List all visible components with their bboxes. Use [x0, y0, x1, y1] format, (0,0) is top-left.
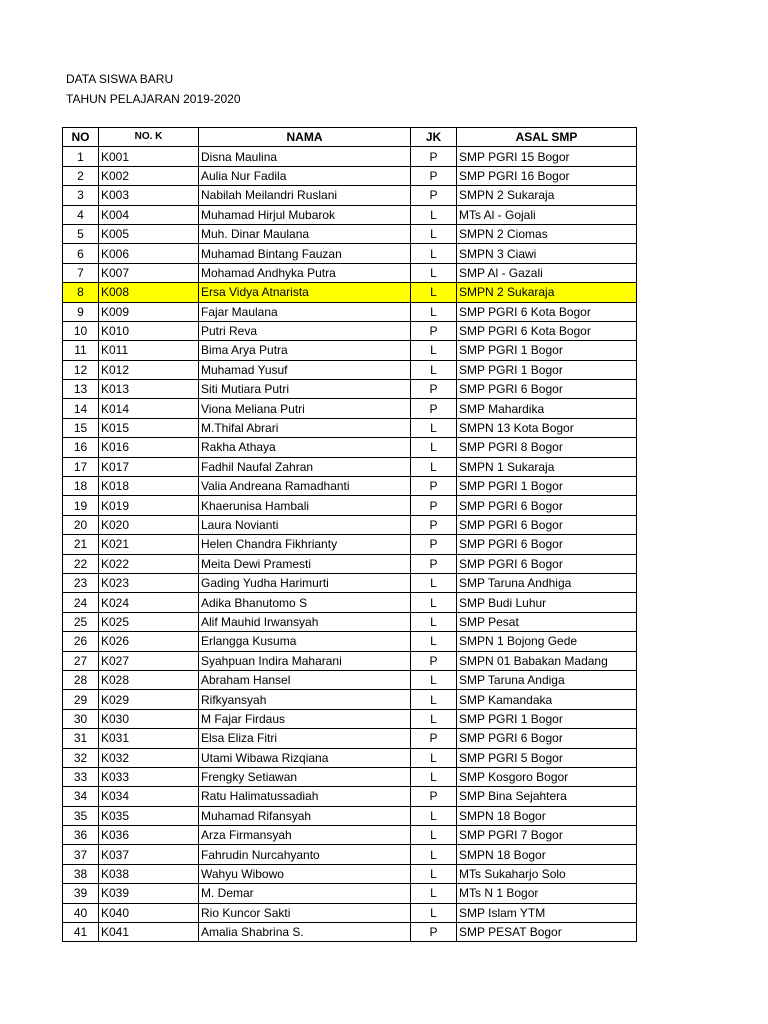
- table-row: [63, 670, 637, 689]
- cell-no-k: K011: [99, 341, 199, 360]
- cell-no-k: K001: [99, 147, 199, 166]
- cell-no-k: K023: [99, 573, 199, 592]
- cell-no: 9: [63, 302, 99, 321]
- cell-jk: L: [411, 573, 457, 592]
- cell-nama: Gading Yudha Harimurti: [199, 573, 411, 592]
- table-row: [63, 321, 637, 340]
- document-title: DATA SISWA BARU: [66, 72, 174, 86]
- cell-no: 20: [63, 515, 99, 534]
- cell-no: 16: [63, 438, 99, 457]
- table-row: [63, 709, 637, 728]
- cell-nama: Siti Mutiara Putri: [199, 380, 411, 399]
- cell-no-k: K002: [99, 166, 199, 185]
- cell-no-k: K020: [99, 515, 199, 534]
- cell-nama: Meita Dewi Pramesti: [199, 554, 411, 573]
- cell-no: 15: [63, 418, 99, 437]
- cell-no-k: K014: [99, 399, 199, 418]
- cell-nama: Mohamad Andhyka Putra: [199, 263, 411, 282]
- cell-nama: Arza Firmansyah: [199, 826, 411, 845]
- cell-jk: L: [411, 593, 457, 612]
- cell-no-k: K025: [99, 612, 199, 631]
- cell-no-k: K041: [99, 923, 199, 942]
- cell-no-k: K039: [99, 884, 199, 903]
- cell-nama: Wahyu Wibowo: [199, 864, 411, 883]
- table-row: [63, 903, 637, 922]
- cell-asal-smp: SMP Taruna Andhiga: [457, 573, 637, 592]
- cell-no: 31: [63, 729, 99, 748]
- cell-jk: P: [411, 496, 457, 515]
- cell-asal-smp: SMP PGRI 1 Bogor: [457, 360, 637, 379]
- cell-no: 19: [63, 496, 99, 515]
- cell-nama: Erlangga Kusuma: [199, 632, 411, 651]
- table-row: [63, 224, 637, 243]
- cell-asal-smp: SMP Islam YTM: [457, 903, 637, 922]
- cell-no: 39: [63, 884, 99, 903]
- cell-no-k: K036: [99, 826, 199, 845]
- cell-asal-smp: SMP PGRI 5 Bogor: [457, 748, 637, 767]
- table-row: [63, 166, 637, 185]
- cell-asal-smp: SMP Taruna Andiga: [457, 670, 637, 689]
- cell-asal-smp: SMPN 1 Bojong Gede: [457, 632, 637, 651]
- cell-no-k: K005: [99, 224, 199, 243]
- cell-nama: Disna Maulina: [199, 147, 411, 166]
- cell-nama: Aulia Nur Fadila: [199, 166, 411, 185]
- cell-nama: M Fajar Firdaus: [199, 709, 411, 728]
- cell-no: 6: [63, 244, 99, 263]
- cell-no: 27: [63, 651, 99, 670]
- cell-jk: L: [411, 438, 457, 457]
- cell-no: 3: [63, 186, 99, 205]
- cell-no: 29: [63, 690, 99, 709]
- cell-no-k: K021: [99, 535, 199, 554]
- cell-asal-smp: SMP PGRI 1 Bogor: [457, 709, 637, 728]
- table-row: [63, 632, 637, 651]
- cell-jk: L: [411, 224, 457, 243]
- cell-nama: Bima Arya Putra: [199, 341, 411, 360]
- cell-no-k: K026: [99, 632, 199, 651]
- cell-no: 18: [63, 477, 99, 496]
- cell-no-k: K013: [99, 380, 199, 399]
- cell-asal-smp: SMP Bina Sejahtera: [457, 787, 637, 806]
- cell-no: 4: [63, 205, 99, 224]
- cell-nama: Muhamad Bintang Fauzan: [199, 244, 411, 263]
- student-table: [62, 127, 637, 942]
- cell-jk: L: [411, 360, 457, 379]
- cell-no-k: K003: [99, 186, 199, 205]
- cell-nama: Muh. Dinar Maulana: [199, 224, 411, 243]
- cell-nama: M. Demar: [199, 884, 411, 903]
- table-body: [63, 147, 637, 942]
- cell-no-k: K028: [99, 670, 199, 689]
- table-row: [63, 729, 637, 748]
- cell-nama: Fahrudin Nurcahyanto: [199, 845, 411, 864]
- cell-nama: Alif Mauhid Irwansyah: [199, 612, 411, 631]
- cell-nama: Putri Reva: [199, 321, 411, 340]
- header-nama: NAMA: [199, 128, 411, 147]
- cell-asal-smp: SMPN 3 Ciawi: [457, 244, 637, 263]
- table-row: [63, 360, 637, 379]
- cell-no-k: K004: [99, 205, 199, 224]
- cell-asal-smp: SMPN 2 Sukaraja: [457, 283, 637, 302]
- table-row: [63, 147, 637, 166]
- cell-jk: L: [411, 302, 457, 321]
- cell-asal-smp: SMP PGRI 16 Bogor: [457, 166, 637, 185]
- cell-no: 14: [63, 399, 99, 418]
- cell-nama: Helen Chandra Fikhrianty: [199, 535, 411, 554]
- cell-no: 12: [63, 360, 99, 379]
- header-no: NO: [63, 128, 99, 147]
- cell-no-k: K031: [99, 729, 199, 748]
- cell-nama: Abraham Hansel: [199, 670, 411, 689]
- table-row: [63, 690, 637, 709]
- cell-asal-smp: SMP PGRI 1 Bogor: [457, 477, 637, 496]
- cell-asal-smp: SMP PGRI 8 Bogor: [457, 438, 637, 457]
- cell-no: 36: [63, 826, 99, 845]
- cell-jk: P: [411, 515, 457, 534]
- cell-nama: Ratu Halimatussadiah: [199, 787, 411, 806]
- cell-nama: Fadhil Naufal Zahran: [199, 457, 411, 476]
- table-row: [63, 748, 637, 767]
- cell-nama: Muhamad Yusuf: [199, 360, 411, 379]
- cell-no-k: K027: [99, 651, 199, 670]
- cell-asal-smp: SMPN 18 Bogor: [457, 806, 637, 825]
- table-row: [63, 418, 637, 437]
- cell-jk: L: [411, 767, 457, 786]
- cell-asal-smp: SMP Kamandaka: [457, 690, 637, 709]
- cell-no-k: K034: [99, 787, 199, 806]
- cell-asal-smp: SMP PGRI 15 Bogor: [457, 147, 637, 166]
- cell-nama: Utami Wibawa Rizqiana: [199, 748, 411, 767]
- cell-asal-smp: SMP PGRI 6 Bogor: [457, 380, 637, 399]
- cell-jk: P: [411, 380, 457, 399]
- cell-no: 2: [63, 166, 99, 185]
- cell-asal-smp: SMPN 2 Sukaraja: [457, 186, 637, 205]
- cell-no: 23: [63, 573, 99, 592]
- cell-no: 38: [63, 864, 99, 883]
- cell-no: 37: [63, 845, 99, 864]
- cell-no: 33: [63, 767, 99, 786]
- cell-no: 1: [63, 147, 99, 166]
- cell-nama: Ersa Vidya Atnarista: [199, 283, 411, 302]
- table-row: [63, 438, 637, 457]
- cell-no: 41: [63, 923, 99, 942]
- cell-jk: P: [411, 923, 457, 942]
- table-row: [63, 884, 637, 903]
- header-jk: JK: [411, 128, 457, 147]
- table-row: [63, 283, 637, 302]
- table-row: [63, 186, 637, 205]
- cell-jk: L: [411, 845, 457, 864]
- cell-asal-smp: SMP Al - Gazali: [457, 263, 637, 282]
- cell-jk: L: [411, 283, 457, 302]
- table-row: [63, 593, 637, 612]
- cell-no-k: K040: [99, 903, 199, 922]
- cell-no: 10: [63, 321, 99, 340]
- cell-nama: Fajar Maulana: [199, 302, 411, 321]
- table-row: [63, 767, 637, 786]
- cell-nama: Frengky Setiawan: [199, 767, 411, 786]
- cell-nama: Viona Meliana Putri: [199, 399, 411, 418]
- cell-jk: L: [411, 903, 457, 922]
- cell-jk: L: [411, 690, 457, 709]
- cell-asal-smp: SMP PGRI 6 Bogor: [457, 515, 637, 534]
- cell-nama: Rakha Athaya: [199, 438, 411, 457]
- table-row: [63, 787, 637, 806]
- cell-asal-smp: SMPN 1 Sukaraja: [457, 457, 637, 476]
- cell-no: 26: [63, 632, 99, 651]
- table-row: [63, 477, 637, 496]
- cell-no-k: K017: [99, 457, 199, 476]
- cell-asal-smp: MTs Sukaharjo Solo: [457, 864, 637, 883]
- cell-no-k: K024: [99, 593, 199, 612]
- table-row: [63, 651, 637, 670]
- table-row: [63, 341, 637, 360]
- table-row: [63, 554, 637, 573]
- table-row: [63, 806, 637, 825]
- cell-jk: L: [411, 864, 457, 883]
- cell-nama: Syahpuan Indira Maharani: [199, 651, 411, 670]
- cell-no-k: K018: [99, 477, 199, 496]
- cell-asal-smp: SMP PGRI 6 Bogor: [457, 554, 637, 573]
- table-row: [63, 263, 637, 282]
- cell-jk: L: [411, 205, 457, 224]
- cell-no: 25: [63, 612, 99, 631]
- cell-jk: P: [411, 399, 457, 418]
- cell-jk: L: [411, 748, 457, 767]
- cell-no: 32: [63, 748, 99, 767]
- cell-jk: P: [411, 729, 457, 748]
- cell-no: 34: [63, 787, 99, 806]
- cell-no-k: K010: [99, 321, 199, 340]
- cell-asal-smp: SMP Mahardika: [457, 399, 637, 418]
- cell-jk: L: [411, 806, 457, 825]
- cell-jk: L: [411, 670, 457, 689]
- cell-jk: L: [411, 263, 457, 282]
- table-row: [63, 399, 637, 418]
- table-row: [63, 923, 637, 942]
- cell-jk: L: [411, 341, 457, 360]
- cell-nama: Amalia Shabrina S.: [199, 923, 411, 942]
- cell-jk: P: [411, 477, 457, 496]
- document-subtitle: TAHUN PELAJARAN 2019-2020: [66, 92, 241, 106]
- cell-asal-smp: SMPN 13 Kota Bogor: [457, 418, 637, 437]
- cell-no: 5: [63, 224, 99, 243]
- cell-no-k: K037: [99, 845, 199, 864]
- cell-jk: L: [411, 709, 457, 728]
- cell-asal-smp: SMP PESAT Bogor: [457, 923, 637, 942]
- header-asal-smp: ASAL SMP: [457, 128, 637, 147]
- cell-no-k: K009: [99, 302, 199, 321]
- cell-no-k: K008: [99, 283, 199, 302]
- cell-jk: P: [411, 186, 457, 205]
- cell-nama: Rifkyansyah: [199, 690, 411, 709]
- cell-jk: P: [411, 321, 457, 340]
- cell-asal-smp: SMP PGRI 1 Bogor: [457, 341, 637, 360]
- cell-no: 30: [63, 709, 99, 728]
- table-row: [63, 205, 637, 224]
- cell-asal-smp: SMP Kosgoro Bogor: [457, 767, 637, 786]
- table-row: [63, 515, 637, 534]
- cell-nama: Adika Bhanutomo S: [199, 593, 411, 612]
- cell-no: 13: [63, 380, 99, 399]
- header-no-k: NO. K: [99, 128, 199, 147]
- cell-asal-smp: SMP PGRI 6 Bogor: [457, 729, 637, 748]
- table-row: [63, 302, 637, 321]
- cell-nama: Muhamad Hirjul Mubarok: [199, 205, 411, 224]
- cell-no-k: K012: [99, 360, 199, 379]
- cell-asal-smp: SMP Budi Luhur: [457, 593, 637, 612]
- cell-jk: L: [411, 612, 457, 631]
- cell-jk: P: [411, 166, 457, 185]
- table-row: [63, 864, 637, 883]
- table-row: [63, 535, 637, 554]
- cell-no-k: K032: [99, 748, 199, 767]
- cell-jk: L: [411, 244, 457, 263]
- cell-asal-smp: SMP PGRI 7 Bogor: [457, 826, 637, 845]
- cell-jk: L: [411, 418, 457, 437]
- cell-no: 40: [63, 903, 99, 922]
- cell-asal-smp: SMP PGRI 6 Kota Bogor: [457, 302, 637, 321]
- table-row: [63, 845, 637, 864]
- cell-asal-smp: SMPN 01 Babakan Madang: [457, 651, 637, 670]
- cell-nama: Muhamad Rifansyah: [199, 806, 411, 825]
- cell-nama: Elsa Eliza Fitri: [199, 729, 411, 748]
- table-row: [63, 612, 637, 631]
- cell-no-k: K029: [99, 690, 199, 709]
- cell-nama: Khaerunisa Hambali: [199, 496, 411, 515]
- cell-asal-smp: MTs N 1 Bogor: [457, 884, 637, 903]
- cell-jk: P: [411, 147, 457, 166]
- cell-no: 24: [63, 593, 99, 612]
- cell-no-k: K019: [99, 496, 199, 515]
- cell-jk: P: [411, 535, 457, 554]
- cell-jk: L: [411, 632, 457, 651]
- table-row: [63, 573, 637, 592]
- cell-jk: L: [411, 457, 457, 476]
- cell-asal-smp: MTs Al - Gojali: [457, 205, 637, 224]
- cell-asal-smp: SMP PGRI 6 Bogor: [457, 535, 637, 554]
- cell-no: 7: [63, 263, 99, 282]
- cell-nama: M.Thifal Abrari: [199, 418, 411, 437]
- table-row: [63, 244, 637, 263]
- cell-asal-smp: SMP PGRI 6 Bogor: [457, 496, 637, 515]
- cell-asal-smp: SMP Pesat: [457, 612, 637, 631]
- cell-no-k: K007: [99, 263, 199, 282]
- cell-jk: L: [411, 826, 457, 845]
- cell-asal-smp: SMPN 18 Bogor: [457, 845, 637, 864]
- cell-no: 35: [63, 806, 99, 825]
- cell-jk: P: [411, 787, 457, 806]
- cell-asal-smp: SMP PGRI 6 Kota Bogor: [457, 321, 637, 340]
- table-row: [63, 826, 637, 845]
- cell-jk: P: [411, 651, 457, 670]
- cell-jk: P: [411, 554, 457, 573]
- table-header-row: [63, 128, 637, 147]
- cell-no: 11: [63, 341, 99, 360]
- cell-no-k: K022: [99, 554, 199, 573]
- cell-no: 28: [63, 670, 99, 689]
- cell-no-k: K015: [99, 418, 199, 437]
- cell-no: 21: [63, 535, 99, 554]
- cell-asal-smp: SMPN 2 Ciomas: [457, 224, 637, 243]
- cell-no-k: K030: [99, 709, 199, 728]
- cell-jk: L: [411, 884, 457, 903]
- table-row: [63, 496, 637, 515]
- cell-no-k: K038: [99, 864, 199, 883]
- cell-nama: Nabilah Meilandri Ruslani: [199, 186, 411, 205]
- cell-nama: Valia Andreana Ramadhanti: [199, 477, 411, 496]
- cell-no-k: K035: [99, 806, 199, 825]
- cell-nama: Laura Novianti: [199, 515, 411, 534]
- cell-no: 8: [63, 283, 99, 302]
- cell-no-k: K033: [99, 767, 199, 786]
- table-row: [63, 457, 637, 476]
- cell-nama: Rio Kuncor Sakti: [199, 903, 411, 922]
- cell-no: 17: [63, 457, 99, 476]
- table-row: [63, 380, 637, 399]
- cell-no: 22: [63, 554, 99, 573]
- cell-no-k: K006: [99, 244, 199, 263]
- cell-no-k: K016: [99, 438, 199, 457]
